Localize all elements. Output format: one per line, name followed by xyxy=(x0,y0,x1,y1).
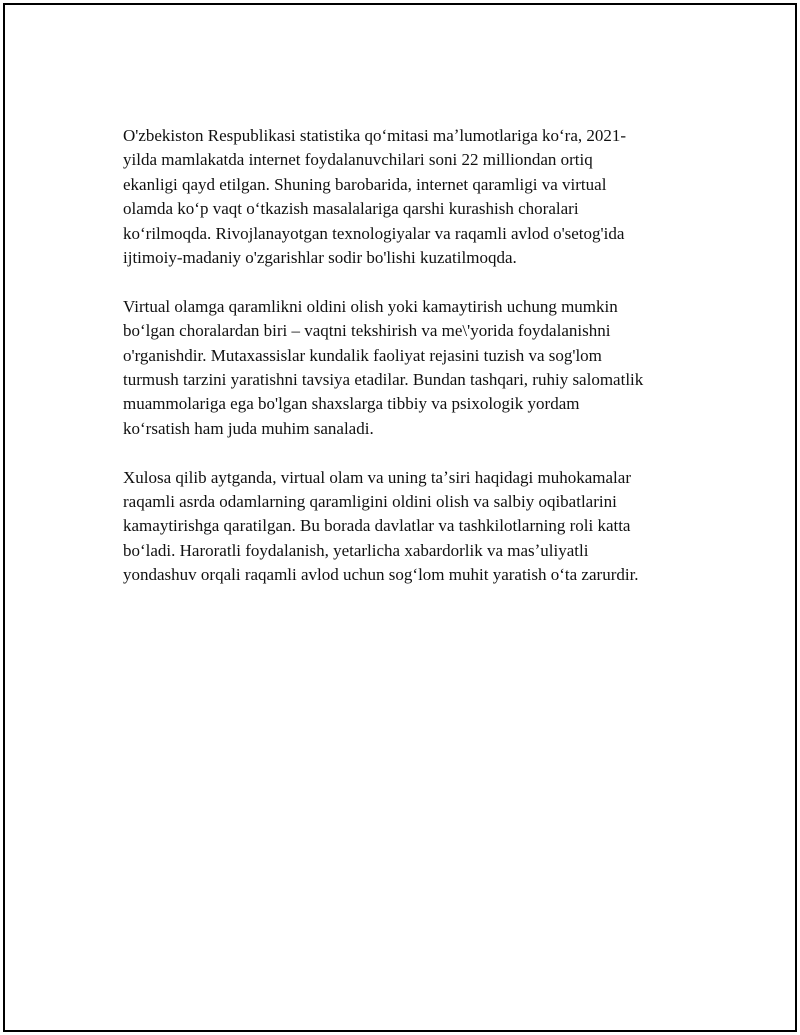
text-line: koʻrsatish ham juda muhim sanaladi. xyxy=(123,418,374,438)
text-line: muammolariga ega bo'lgan shaxslarga tibbiy va psixologik yordam xyxy=(123,394,580,414)
page-frame xyxy=(3,3,797,1032)
text-line: olamda koʻp vaqt oʻtkazish masalalariga qarshi kurashish choralari xyxy=(123,199,579,219)
text-line: ekanligi qayd etilgan. Shuning barobarida, internet qaramligi va virtual xyxy=(123,174,607,194)
text-line: turmush tarzini yaratishni tavsiya etadilar. Bundan tashqari, ruhiy salomatlik xyxy=(123,370,644,390)
text-line: raqamli asrda odamlarning qaramligini oldini olish va salbiy oqibatlarini xyxy=(123,492,617,512)
text-line: yilda mamlakatda internet foydalanuvchilari soni 22 milliondan ortiq xyxy=(123,150,593,170)
text-line: kamaytirishga qaratilgan. Bu borada davlatlar va tashkilotlarning roli katta xyxy=(123,516,631,536)
text-line: boʻlgan choralardan biri – vaqtni tekshirish va me\'yorida foydalanishni xyxy=(123,321,611,341)
text-line: koʻrilmoqda. Rivojlanayotgan texnologiyalar va raqamli avlod o'setog'ida xyxy=(123,223,625,243)
paragraph-3 xyxy=(123,466,683,588)
paragraph-2 xyxy=(123,295,683,441)
text-line: boʻladi. Haroratli foydalanish, yetarlicha xabardorlik va masʼuliyatli xyxy=(123,540,589,560)
text-line: ijtimoiy-madaniy o'zgarishlar sodir bo'lishi kuzatilmoqda. xyxy=(123,248,517,268)
document-body xyxy=(123,124,683,612)
text-line: Xulosa qilib aytganda, virtual olam va uning taʼsiri haqidagi muhokamalar xyxy=(123,467,631,487)
paragraph-1 xyxy=(123,124,683,270)
text-line: Virtual olamga qaramlikni oldini olish yoki kamaytirish uchung mumkin xyxy=(123,296,618,316)
text-line: O'zbekiston Respublikasi statistika qoʻmitasi maʼlumotlariga koʻra, 2021- xyxy=(123,126,627,145)
text-line: yondashuv orqali raqamli avlod uchun sogʻlom muhit yaratish oʻta zarurdir. xyxy=(123,565,639,585)
text-line: o'rganishdir. Mutaxassislar kundalik faoliyat rejasini tuzish va sog'lom xyxy=(123,345,602,365)
